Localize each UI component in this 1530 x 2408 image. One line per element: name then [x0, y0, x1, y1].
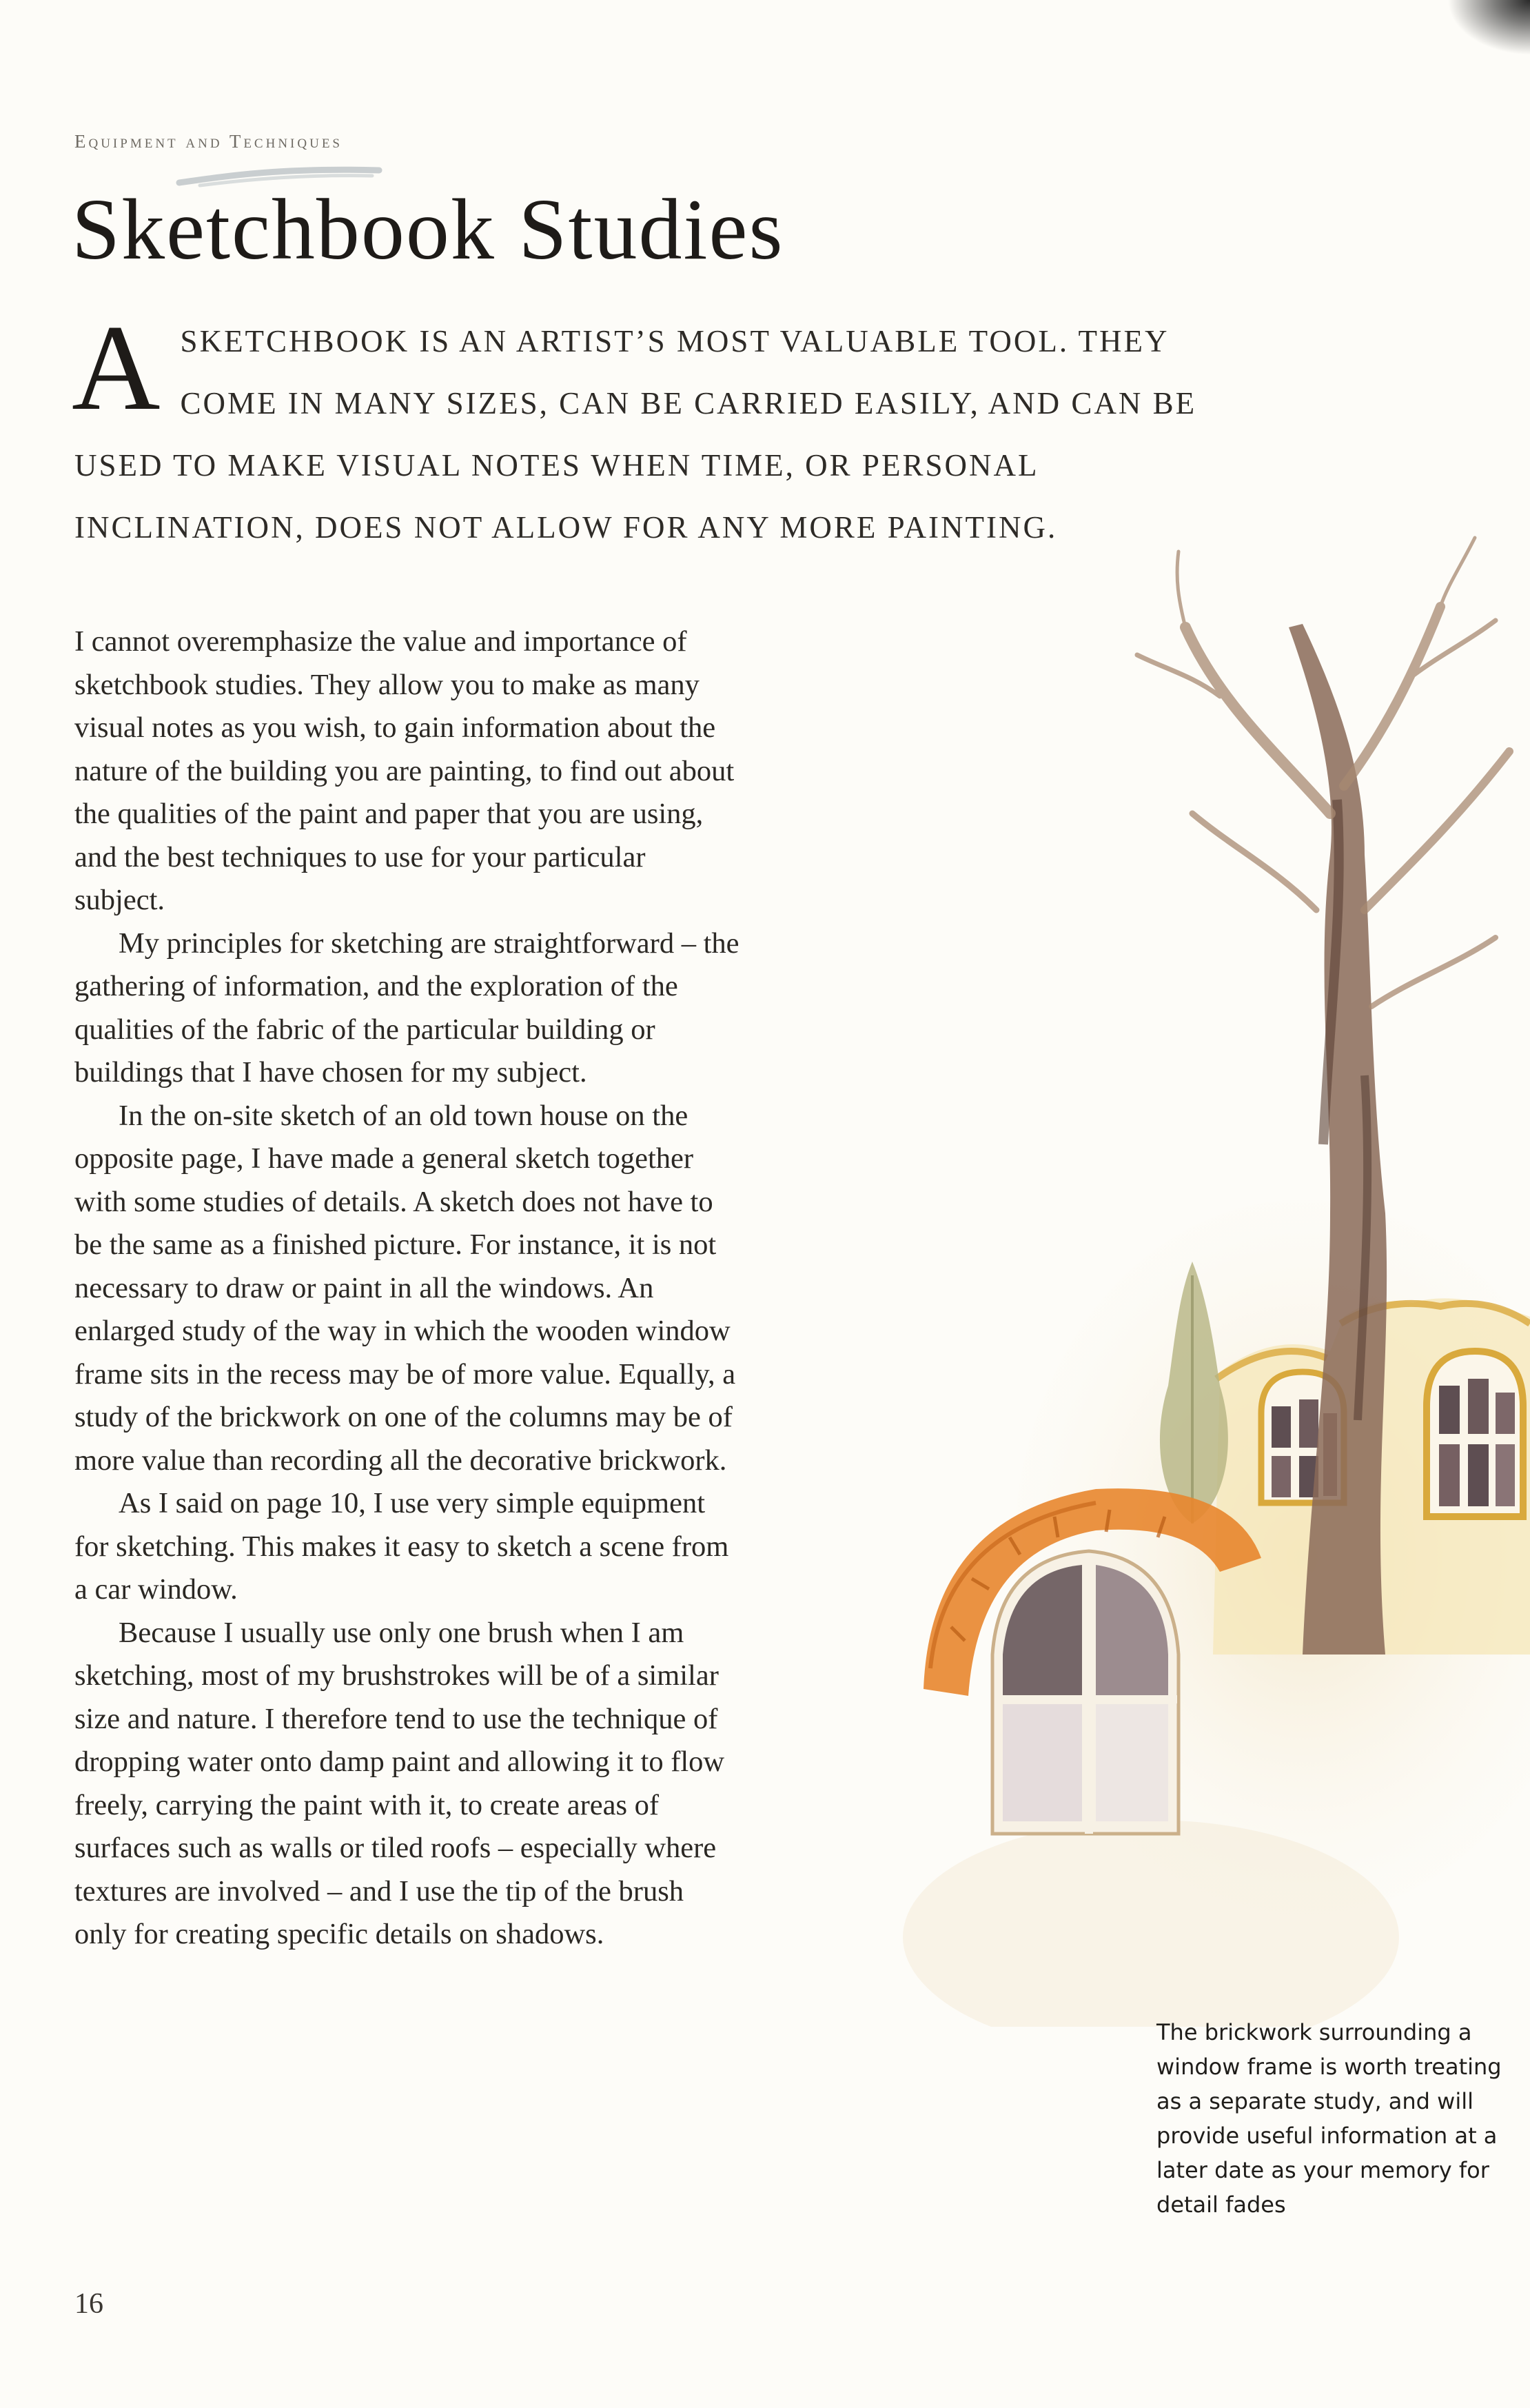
drop-cap: A	[72, 299, 163, 436]
intro-paragraph	[72, 299, 1218, 558]
body-paragraph: As I said on page 10, I use very simple equipment for sketching. This makes it easy to sketch a scene from a car window.	[74, 1487, 729, 1606]
body-paragraph: Because I usually use only one brush when I am sketching, most of my brushstrokes will be of a similar size and nature. I therefore tend to use the technique of dropping water onto damp paint and allowing it to flow freely, carrying the paint with it, to create areas of surfaces such as walls or tiled roofs – especially where textures are involved – and I use the tip of the brush only for creating specific details on shadows.	[74, 1616, 725, 1950]
body-paragraph: My principles for sketching are straightforward – the gathering of information, and the exploration of the qualities of the fabric of the particular building or buildings that I have chosen for my subject.	[74, 927, 740, 1089]
body-text	[74, 620, 740, 1956]
body-paragraph: In the on-site sketch of an old town house on the opposite page, I have made a general sketch together with some studies of details. A sketch does not have to be the same as a finished picture. For instance, it is not necessary to draw or paint in all the windows. An enlarged study of the way in which the wooden window frame sits in the recess may be of more value. Equally, a study of the brickwork on one of the columns may be of more value than recording all the decorative brickwork.	[74, 1099, 736, 1477]
tree-branches	[1137, 538, 1509, 1006]
section-label: Equipment and Techniques	[74, 131, 343, 152]
page-title: Sketchbook Studies	[72, 182, 784, 278]
upper-window-right	[1427, 1351, 1523, 1517]
body-paragraph: I cannot overemphasize the value and importance of sketchbook studies. They allow you to make as many visual notes as you wish, to gain information about the nature of the building you are painting, to find out about the qualities of the paint and paper that you are using, and the best techniques to use for your particular subject.	[74, 625, 735, 916]
page-number: 16	[74, 2288, 103, 2320]
arched-window	[992, 1551, 1179, 1834]
scan-edge-shadow	[1447, 0, 1530, 55]
watercolour-sketch-illustration	[889, 524, 1530, 2027]
intro-text: SKETCHBOOK IS AN ARTIST’S MOST VALUABLE TOOL. THEY COME IN MANY SIZES, CAN BE CARRIED EASILY, AND CAN BE USED TO MAKE VISUAL NOTES WHEN TIME, OR PERSONAL INCLINATION, DOES NOT ALLOW FOR ANY MORE PAINTING.	[74, 324, 1197, 545]
figure-caption: The brickwork surrounding a window frame is worth treating as a separate study, and will provide useful information at a later date as your memory for detail fades	[1156, 2019, 1502, 2218]
